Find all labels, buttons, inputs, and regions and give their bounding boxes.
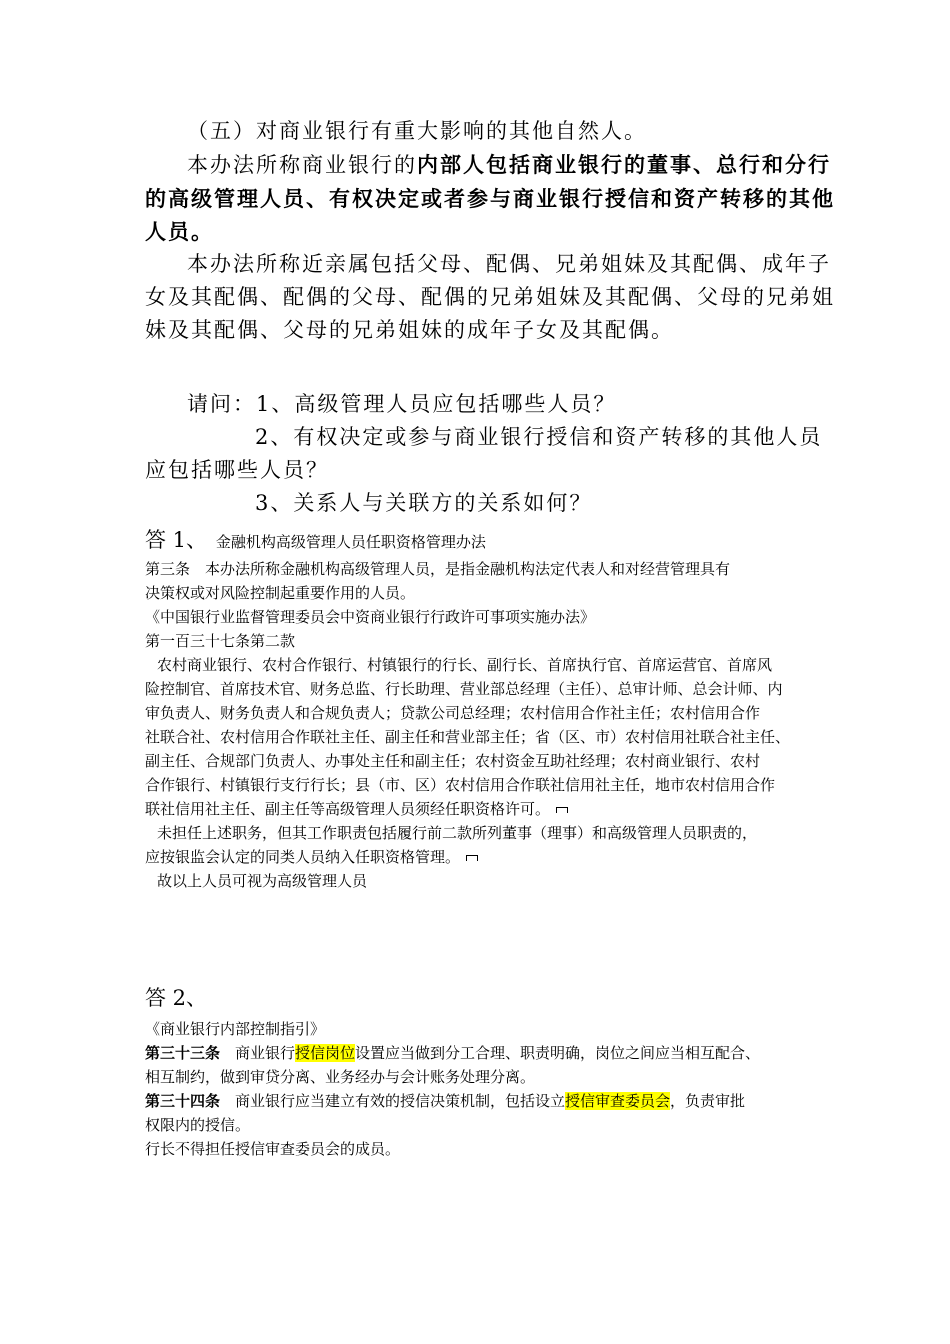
article-34-label: 第三十四条 <box>145 1092 221 1110</box>
article-3-line2: 决策权或对风险控制起重要作用的人员。 <box>145 584 416 602</box>
question-1: 请问：1、高级管理人员应包括哪些人员？ <box>187 392 617 416</box>
answer-1-source: 《中国银行业监督管理委员会中资商业银行行政许可事项实施办法》 <box>145 608 596 626</box>
article-34-line1 <box>145 1089 815 1113</box>
para1-line7-text: 联社信用社主任、副主任等高级管理人员须经任职资格许可。 <box>145 800 551 818</box>
para1-line4: 社联合社、农村信用合作联社主任、副主任和营业部主任；省（区、市）农村信用社联合社主任、 <box>145 728 791 746</box>
para1-line3: 审负责人、财务负责人和合规负责人；贷款公司总经理；农村信用合作社主任；农村信用合作 <box>145 704 761 722</box>
article-33-label: 第三十三条 <box>145 1044 221 1062</box>
insider-line1 <box>145 148 831 182</box>
article-34-line2: 权限内的授信。 <box>145 1116 251 1134</box>
answer-1-clause: 第一百三十七条第二款 <box>145 632 296 650</box>
article-34-post: ，负责审批 <box>670 1092 746 1110</box>
article-34-pre: 商业银行应当建立有效的授信决策机制，包括设立 <box>220 1092 566 1110</box>
para2-line2 <box>145 845 815 869</box>
para1-line2: 险控制官、首席技术官、财务总监、行长助理、营业部总经理（主任）、总审计师、总会计师、内 <box>145 680 783 698</box>
para2-line2-text: 应按银监会认定的同类人员纳入任职资格管理。 <box>145 848 461 866</box>
answer-2-source: 《商业银行内部控制指引》 <box>145 1020 326 1038</box>
para1-line1: 农村商业银行、农村合作银行、村镇银行的行长、副行长、首席执行官、首席运营官、首席风 <box>157 656 773 674</box>
return-mark-icon <box>556 807 568 813</box>
highlight-credit-committee: 授信审查委员会 <box>565 1092 671 1110</box>
answer-1-conclusion: 故以上人员可视为高级管理人员 <box>157 872 368 890</box>
relatives-line3: 妹及其配偶、父母的兄弟姐妹的成年子女及其配偶。 <box>145 318 674 342</box>
answer-2-label: 答 2、 <box>145 986 208 1010</box>
insider-line3: 人员。 <box>145 219 214 244</box>
question-3: 3、关系人与关联方的关系如何？ <box>255 491 593 515</box>
insider-line2: 的高级管理人员、有权决定或者参与商业银行授信和资产转移的其他 <box>145 186 835 211</box>
article-33-post: 设置应当做到分工合理、职责明确，岗位之间应当相互配合、 <box>355 1044 761 1062</box>
para2-line1: 未担任上述职务，但其工作职责包括履行前二款所列董事（理事）和高级管理人员职责的， <box>157 824 758 842</box>
answer-1-doc-title: 金融机构高级管理人员任职资格管理办法 <box>215 533 486 551</box>
article-3-line1: 第三条 本办法所称金融机构高级管理人员，是指金融机构法定代表人和对经营管理具有 <box>145 560 731 578</box>
insider-prefix: 本办法所称商业银行的 <box>187 153 417 177</box>
article-34-line3: 行长不得担任授信审查委员会的成员。 <box>145 1140 401 1158</box>
intro-section <box>145 115 835 347</box>
answer-1-section <box>145 525 815 893</box>
return-mark-icon <box>466 855 478 861</box>
insider-bold-1: 内部人包括商业银行的董事、总行和分行 <box>417 152 831 177</box>
item-five: （五）对商业银行有重大影响的其他自然人。 <box>187 119 647 143</box>
answer-2-section <box>145 983 815 1161</box>
article-33-line1 <box>145 1041 815 1065</box>
highlight-credit-post: 授信岗位 <box>295 1044 356 1062</box>
para1-line7 <box>145 797 815 821</box>
answer-1-label: 答 1、 <box>145 528 208 552</box>
relatives-line2: 女及其配偶、配偶的父母、配偶的兄弟姐妹及其配偶、父母的兄弟姐 <box>145 285 835 309</box>
question-2-line1: 2、有权决定或参与商业银行授信和资产转移的其他人员 <box>255 425 823 449</box>
question-2-line2: 应包括哪些人员？ <box>145 458 329 482</box>
para1-line5: 副主任、合规部门负责人、办事处主任和副主任；农村资金互助社经理；农村商业银行、农村 <box>145 752 761 770</box>
article-33-pre: 商业银行 <box>220 1044 296 1062</box>
questions-section <box>145 388 823 520</box>
answer-1-header <box>145 525 815 557</box>
para1-line6: 合作银行、村镇银行支行行长；县（市、区）农村信用合作联社信用社主任，地市农村信用合作 <box>145 776 776 794</box>
article-33-line2: 相互制约，做到审贷分离、业务经办与会计账务处理分离。 <box>145 1068 536 1086</box>
relatives-line1: 本办法所称近亲属包括父母、配偶、兄弟姐妹及其配偶、成年子 <box>187 252 831 276</box>
